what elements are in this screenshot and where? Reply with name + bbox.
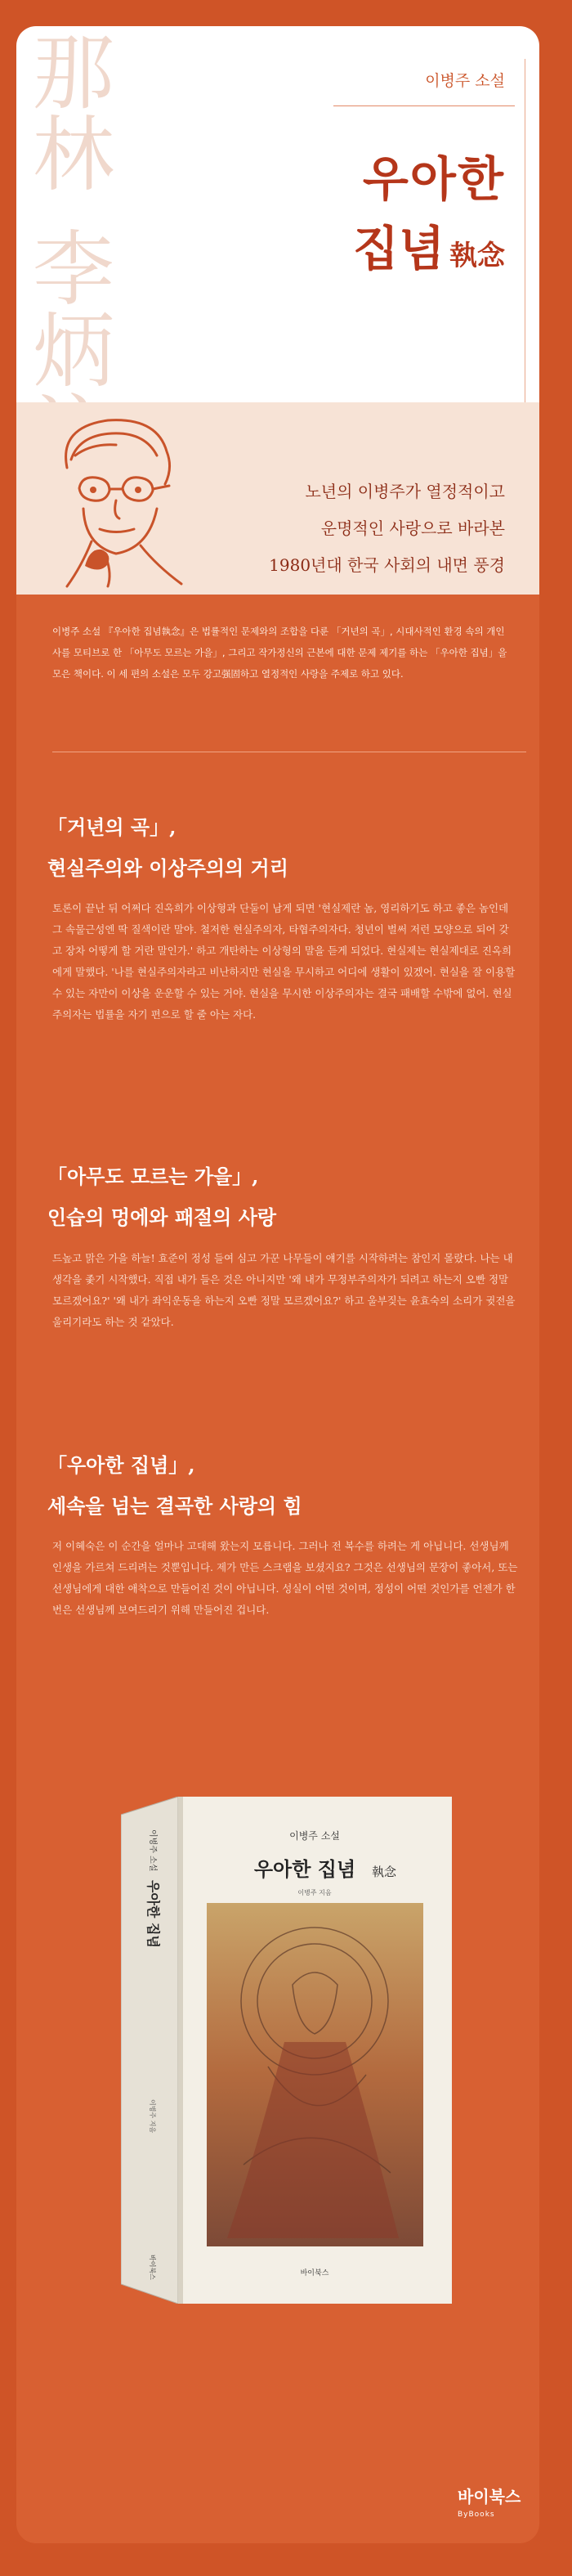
section-title: 「우아한 집념」, [47,1453,195,1477]
book-cover-hanja: 執念 [371,1865,397,1879]
title-word: 집념 [352,221,445,276]
author-line: 이병주 소설 [425,72,505,90]
section-2-body: 드높고 맑은 가을 하늘! 효준이 정성 들여 심고 가꾼 나무들이 얘기를 시작하려는 참인지 몰랐다. 나는 내 생각을 좇기 시작했다. 직접 내가 들은 것은 아니지만 '왜 내가 무정부주의자가 되려고 하는지 오빤 정말 모르겠어요?' '왜 내가 좌익운동을 하는지 오빤 정말 모르겠어요?' 하고 울부짖는 윤효숙의 소리가 귓전을 울리기라도 하는 것 같았다. [52,1252,516,1328]
hanja-char: 李 [33,222,114,317]
book-cover-publisher: 바이북스 [300,2269,329,2278]
author-portrait-illustration [34,411,206,590]
header-divider [333,105,515,106]
publisher-logo-en: ByBooks [458,2511,495,2519]
promo-card [16,26,539,2543]
book-spine-credit: 이병주 지음 [149,2099,156,2134]
book-spine-title: 우아한 집념 [145,1880,161,1948]
publisher-logo [458,2488,521,2524]
title-line-2 [353,210,505,279]
section-subtitle: 현실주의와 이상주의의 거리 [47,856,288,880]
section-title: 「거년의 곡」, [47,815,177,839]
intro-paragraph: 이병주 소설 『우아한 집념執念』은 법률적인 문제와의 조합을 다룬 「거년의 곡」, 시대사적인 환경 속의 개인사를 모티브로 한 「아무도 모르는 가을」, 그리고 작가정신의 근본에 대한 문제 제기를 하는 「우아한 집념」을 모은 책이다. 이 세 편의 소설은 모두 강고强固하고 열정적인 사랑을 주제로 하고 있다. [52,626,507,680]
book-spine-publisher: 바이북스 [149,2255,156,2280]
title-hanja: 執念 [449,240,505,272]
hanja-char: 林 [33,107,114,203]
section-subtitle: 인습의 멍에와 패절의 사랑 [47,1205,277,1229]
hanja-char: 炳 [33,303,114,399]
book-cover-title: 우아한 집념 [253,1857,356,1881]
book-cover-credit: 이병주 지음 [297,1889,332,1896]
section-subtitle: 세속을 넘는 결곡한 사랑의 힘 [47,1494,302,1518]
tagline-line: 운명적인 사랑으로 바라본 [320,518,505,538]
title-line-1: 우아한 [362,151,505,207]
book-cover-author: 이병주 소설 [289,1830,340,1842]
section-title: 「아무도 모르는 가을」, [47,1165,259,1188]
section-1-body: 토론이 끝난 뒤 어쩌다 진옥희가 이상형과 단둘이 남게 되면 '현실제란 놈, 영리하기도 하고 좋은 놈인데 그 속물근성엔 딱 질색이란 말야. 철저한 현실주의자, 타협주의자다. 청년이 벌써 저런 모양으로 되어 갖고 장차 어떻게 할 거란 말인가.' 하고 개탄하는 이상형의 말을 듣게 되었다. 현실제는 현실제대로 진옥희에게 말했다. '나를 현실주의자라고 비난하지만 현실을 무시하고 어디에 생활이 있겠어. 현실을 잘 이용할 수 있는 자만이 이상을 운운할 수 있는 거야. 현실을 무시한 이상주의자는 결국 패배할 수밖에 없어. 현실주의자는 법률을 자기 편으로 할 줄 아는 자다. [52,902,516,1021]
hanja-char: 那 [33,26,114,121]
tagline-line: 1980년대 한국 사회의 내면 풍경 [269,555,505,575]
section-3-heading [47,1445,302,1527]
publisher-logo-name: 바이북스 [458,2487,521,2506]
section-2-heading [47,1156,276,1238]
tagline-line: 노년의 이병주가 열정적이고 [305,482,505,501]
book-spine-author: 이병주 소설 [148,1829,157,1872]
tagline [269,473,505,584]
header-panel [16,26,539,402]
book-cover-image [121,1797,452,2304]
section-1-heading [47,807,288,889]
section-3-body: 저 이혜숙은 이 순간을 얼마나 고대해 왔는지 모릅니다. 그러나 전 복수를 하려는 게 아닙니다. 선생님께 인생을 가르쳐 드리려는 것뿐입니다. 제가 만든 스크랩을 보셨지요? 그것은 선생님의 문장이 좋아서, 또는 선생님에게 대한 애착으로 만들어진 것이 아닙니다. 성실이 어떤 것이며, 정성이 어떤 것인가를 언젠가 한 번은 선생님께 보여드리기 위해 만들어진 겁니다. [52,1540,518,1616]
